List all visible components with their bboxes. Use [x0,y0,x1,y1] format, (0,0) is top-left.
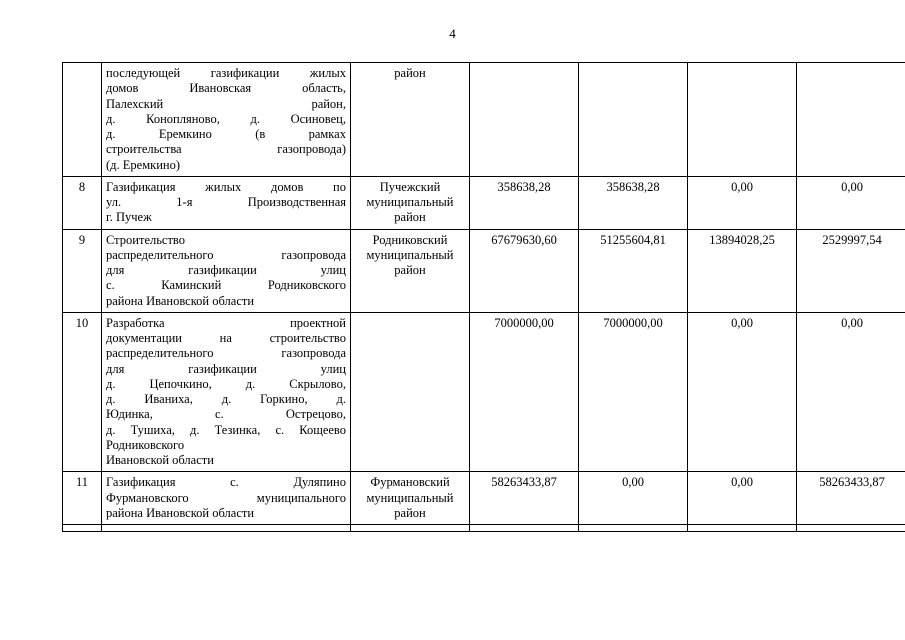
municipal-area [351,525,470,532]
value-local [797,63,905,177]
name-line: района Ивановской области [106,505,255,520]
municipal-area [351,176,470,229]
value-regional: 0,00 [688,176,797,229]
object-name-text [106,233,346,309]
value-regional [688,63,797,177]
row-number: 11 [63,472,102,525]
table-row [63,525,905,532]
area-line: муниципальный [366,195,454,209]
row-number: 9 [63,229,102,312]
name-line: Родниковского [106,437,185,452]
area-line: район [394,210,426,225]
area-text [355,475,465,521]
area-line: муниципальный [366,247,454,262]
name-line: Палехский район, [106,96,346,111]
name-line: Строительство [106,232,186,247]
name-line: последующей газификации жилых [106,66,346,80]
value-federal: 0,00 [579,472,688,525]
value-total: 7000000,00 [470,312,579,472]
gasification-funding-table [62,62,905,532]
name-line: д. Тушиха, д. Тезинка, с. Кощеево [106,422,346,437]
object-name-text [106,475,346,521]
area-line: район [394,263,426,277]
object-name [102,63,351,177]
table-row [63,312,905,472]
row-number [63,63,102,177]
page-number: 4 [449,26,456,41]
name-line: Газификация с. Дуляпино [106,475,346,490]
value-local: 58263433,87 [797,472,905,525]
object-name [102,472,351,525]
row-number [63,525,102,532]
value-federal [579,525,688,532]
area-line: район [394,505,426,520]
object-name-text [106,66,346,173]
area-text [355,180,465,226]
name-line: для газификации улиц [106,361,346,376]
name-line: Юдинка, с. Острецово, [106,407,346,422]
name-line: для газификации улиц [106,263,346,277]
row-number: 8 [63,176,102,229]
name-line: района Ивановской области [106,293,255,308]
name-line: ул. 1-я Производственная [106,195,346,209]
object-name-text [106,180,346,226]
table-row [63,472,905,525]
name-line: домов Ивановская область, [106,81,346,96]
area-line: муниципальный [366,490,454,505]
name-line: строительства газопровода) [106,142,346,157]
name-line: д. Еремкино (в рамках [106,127,346,141]
name-line: Ивановской области [106,453,214,467]
name-line: Фурмановского муниципального [106,490,346,505]
table-row [63,176,905,229]
value-total: 358638,28 [470,176,579,229]
row-number: 10 [63,312,102,472]
name-line: (д. Еремкино) [106,157,180,172]
table-row [63,229,905,312]
value-total: 58263433,87 [470,472,579,525]
value-local [797,525,905,532]
value-total [470,525,579,532]
value-total: 67679630,60 [470,229,579,312]
value-total [470,63,579,177]
name-line: д. Конопляново, д. Осиновец, [106,111,346,126]
name-line: документации на строительство [106,331,346,345]
value-regional: 0,00 [688,472,797,525]
value-local: 0,00 [797,312,905,472]
name-line: д. Иваниха, д. Горкино, д. [106,392,346,406]
value-federal: 51255604,81 [579,229,688,312]
object-name [102,229,351,312]
value-local: 0,00 [797,176,905,229]
value-regional [688,525,797,532]
area-text [355,66,465,81]
object-name [102,176,351,229]
area-line: район [394,66,426,80]
name-line: г. Пучеж [106,210,152,225]
object-name-text [106,316,346,469]
value-local: 2529997,54 [797,229,905,312]
name-line: Разработка проектной [106,315,346,330]
value-federal [579,63,688,177]
municipal-area [351,472,470,525]
name-line: д. Цепочкино, д. Скрылово, [106,376,346,391]
name-line: распределительного газопровода [106,346,346,361]
table-body [63,63,905,532]
table-row [63,63,905,177]
municipal-area [351,63,470,177]
value-regional: 0,00 [688,312,797,472]
value-federal: 358638,28 [579,176,688,229]
municipal-area [351,229,470,312]
area-text [355,233,465,279]
value-regional: 13894028,25 [688,229,797,312]
value-federal: 7000000,00 [579,312,688,472]
area-line: Фурмановский [370,475,450,490]
municipal-area [351,312,470,472]
object-name [102,525,351,532]
name-line: распределительного газопровода [106,247,346,262]
area-line: Родниковский [372,232,448,247]
name-line: с. Каминский Родниковского [106,278,346,293]
name-line: Газификация жилых домов по [106,179,346,194]
object-name [102,312,351,472]
area-line: Пучежский [379,179,441,194]
